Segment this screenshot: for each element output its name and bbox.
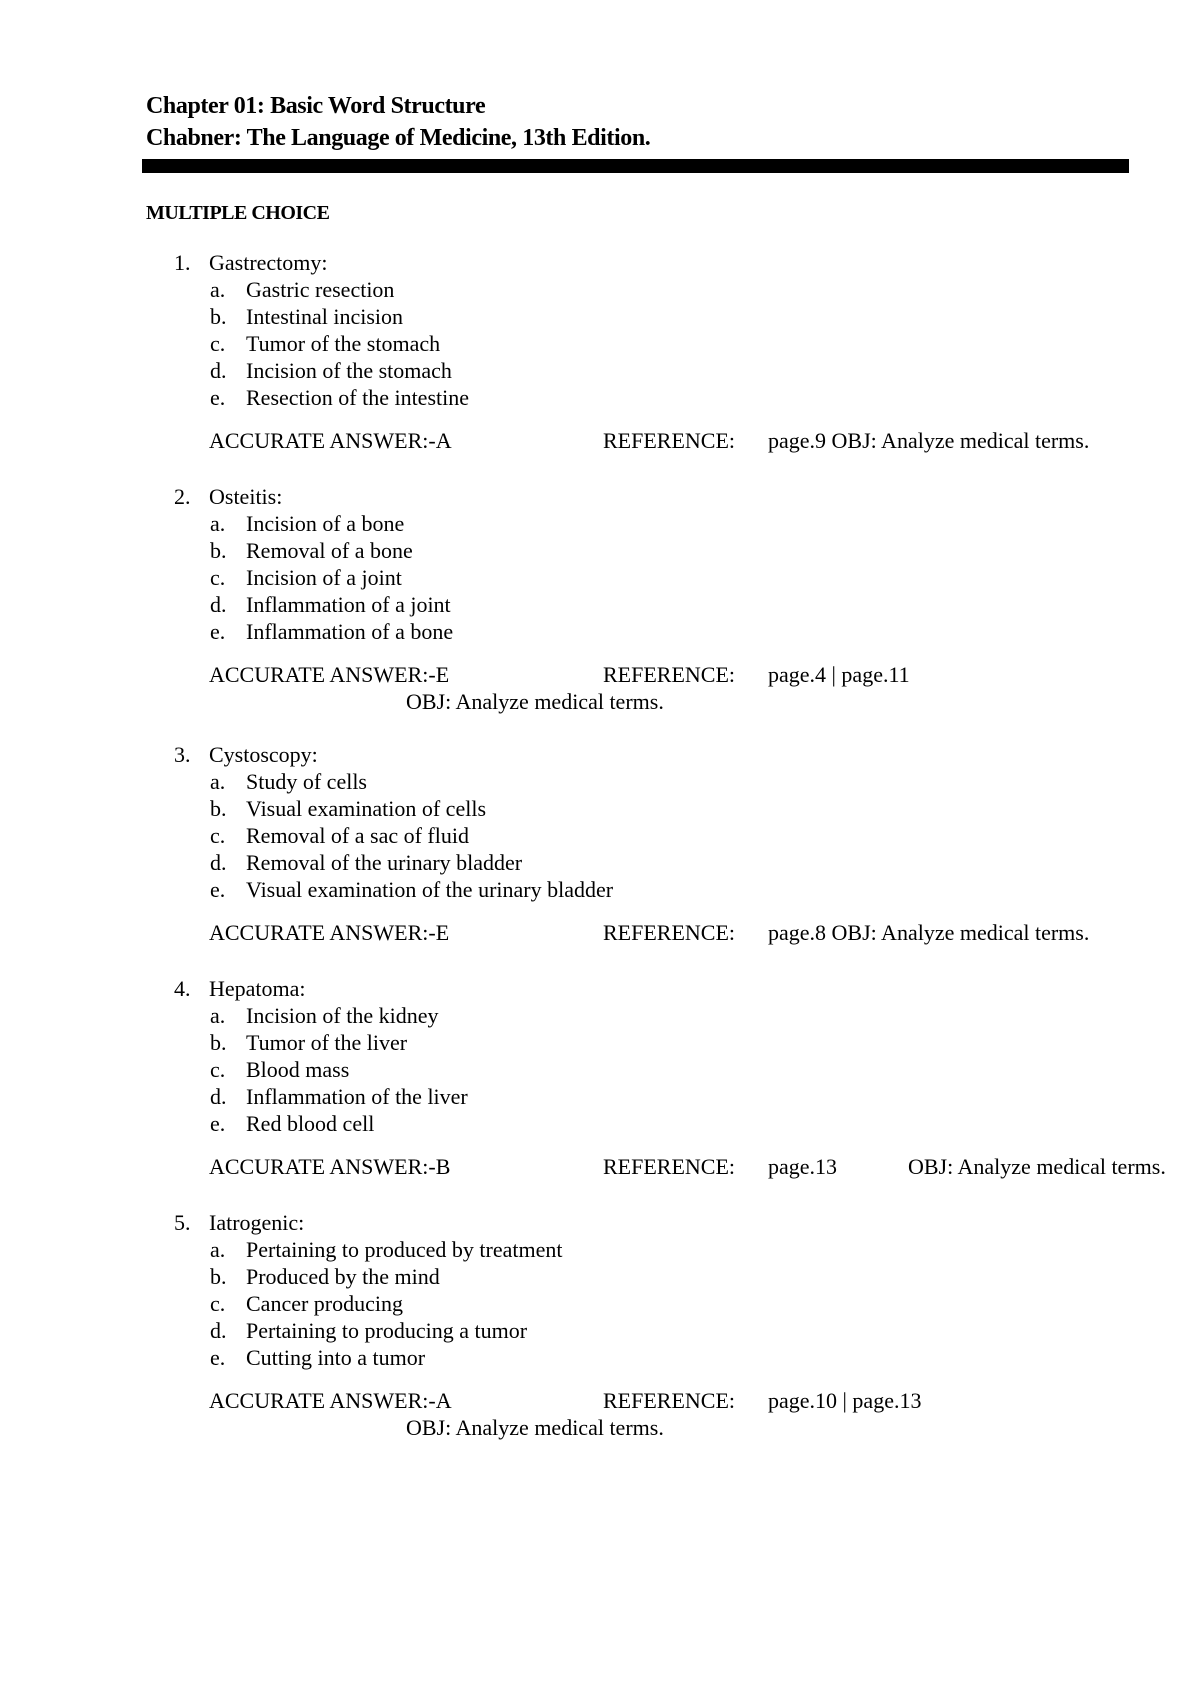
option-text: Blood mass: [246, 1057, 350, 1082]
option-letter: e.: [210, 1111, 226, 1136]
accurate-answer: ACCURATE ANSWER:-A: [209, 1388, 452, 1413]
option-letter: b.: [210, 304, 227, 329]
option-text: Inflammation of a joint: [246, 592, 451, 617]
question-text: Hepatoma:: [209, 976, 306, 1001]
header-rule: [142, 159, 1129, 173]
book-title: Chabner: The Language of Medicine, 13th Edition.: [146, 125, 651, 151]
option-letter: c.: [210, 823, 226, 848]
question-number: 2.: [174, 484, 191, 509]
option-letter: a.: [210, 511, 226, 536]
accurate-answer: ACCURATE ANSWER:-A: [209, 428, 452, 453]
option-letter: e.: [210, 619, 226, 644]
option-letter: c.: [210, 1291, 226, 1316]
option-letter: e.: [210, 1345, 226, 1370]
option-text: Resection of the intestine: [246, 385, 469, 410]
option-letter: e.: [210, 385, 226, 410]
option-text: Inflammation of the liver: [246, 1084, 468, 1109]
accurate-answer: ACCURATE ANSWER:-B: [209, 1154, 451, 1179]
objective: OBJ: Analyze medical terms.: [406, 689, 664, 714]
reference-label: REFERENCE:: [603, 1388, 736, 1413]
option-text: Removal of the urinary bladder: [246, 850, 523, 875]
option-text: Inflammation of a bone: [246, 619, 454, 644]
option-text: Incision of the kidney: [246, 1003, 439, 1028]
accurate-answer: ACCURATE ANSWER:-E: [209, 920, 450, 945]
objective: OBJ: Analyze medical terms.: [908, 1154, 1166, 1179]
option-letter: b.: [210, 1030, 227, 1055]
option-text: Incision of a bone: [246, 511, 405, 536]
option-text: Study of cells: [246, 769, 367, 794]
option-text: Gastric resection: [246, 277, 395, 302]
option-text: Incision of the stomach: [246, 358, 452, 383]
reference-label: REFERENCE:: [603, 662, 736, 687]
chapter-title: Chapter 01: Basic Word Structure: [146, 93, 486, 119]
option-text: Visual examination of the urinary bladder: [246, 877, 614, 902]
objective: OBJ: Analyze medical terms.: [406, 1415, 664, 1440]
option-text: Pertaining to producing a tumor: [246, 1318, 528, 1343]
option-letter: d.: [210, 850, 227, 875]
option-text: Visual examination of cells: [246, 796, 487, 821]
option-letter: a.: [210, 1237, 226, 1262]
option-letter: c.: [210, 331, 226, 356]
reference-pages: page.4 | page.11: [768, 662, 910, 687]
option-text: Removal of a bone: [246, 538, 413, 563]
reference-pages: page.13: [768, 1154, 838, 1179]
option-letter: c.: [210, 1057, 226, 1082]
reference-pages: page.9 OBJ: Analyze medical terms.: [768, 428, 1090, 453]
option-letter: b.: [210, 796, 227, 821]
option-text: Removal of a sac of fluid: [246, 823, 469, 848]
option-text: Cutting into a tumor: [246, 1345, 426, 1370]
option-text: Cancer producing: [246, 1291, 403, 1316]
option-letter: e.: [210, 877, 226, 902]
option-letter: a.: [210, 277, 226, 302]
reference-pages: page.8 OBJ: Analyze medical terms.: [768, 920, 1090, 945]
option-letter: c.: [210, 565, 226, 590]
question-number: 3.: [174, 742, 191, 767]
question-text: Gastrectomy:: [209, 250, 328, 275]
option-letter: d.: [210, 1318, 227, 1343]
option-text: Intestinal incision: [246, 304, 404, 329]
reference-label: REFERENCE:: [603, 428, 736, 453]
option-text: Pertaining to produced by treatment: [246, 1237, 563, 1262]
option-text: Red blood cell: [246, 1111, 375, 1136]
option-text: Produced by the mind: [246, 1264, 440, 1289]
reference-pages: page.10 | page.13: [768, 1388, 922, 1413]
reference-label: REFERENCE:: [603, 1154, 736, 1179]
option-text: Tumor of the stomach: [246, 331, 441, 356]
question-text: Cystoscopy:: [209, 742, 318, 767]
option-text: Incision of a joint: [246, 565, 402, 590]
option-letter: a.: [210, 769, 226, 794]
option-letter: b.: [210, 538, 227, 563]
question-text: Osteitis:: [209, 484, 283, 509]
reference-label: REFERENCE:: [603, 920, 736, 945]
accurate-answer: ACCURATE ANSWER:-E: [209, 662, 450, 687]
option-letter: d.: [210, 358, 227, 383]
option-letter: d.: [210, 592, 227, 617]
question-number: 4.: [174, 976, 191, 1001]
section-heading: MULTIPLE CHOICE: [146, 202, 330, 224]
question-number: 5.: [174, 1210, 191, 1235]
option-text: Tumor of the liver: [246, 1030, 408, 1055]
option-letter: b.: [210, 1264, 227, 1289]
question-number: 1.: [174, 250, 191, 275]
question-text: Iatrogenic:: [209, 1210, 305, 1235]
option-letter: d.: [210, 1084, 227, 1109]
option-letter: a.: [210, 1003, 226, 1028]
